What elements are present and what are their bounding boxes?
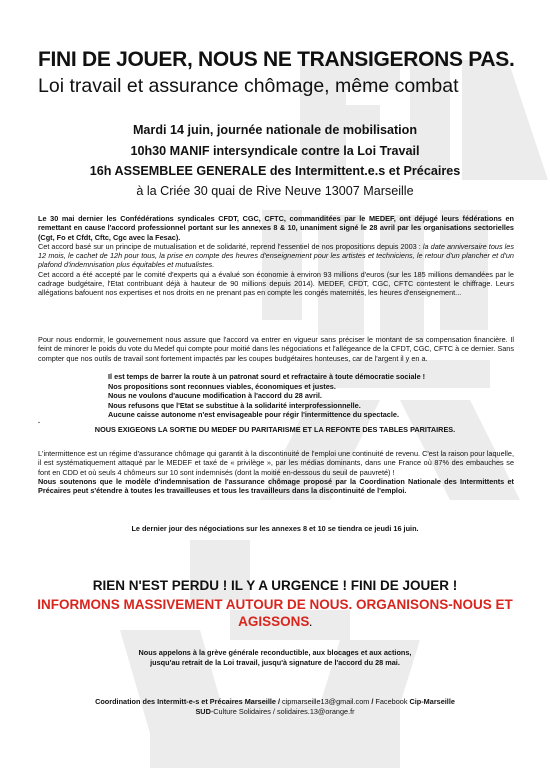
paragraph-accord-text-b: Cet accord a été accepté par le comité d'experts qui a évalué son économie à environ 93 millions d'euros (sur les 185 millions demandées par le cadrage budgétaire, l'Etat contribuant déjà à hauteur de 90 millions depuis 2014). MEDEF, CFDT, CGC, CFTC contestent le chiffrage. Leurs allégations bafouent nos expertises et nos droits en ne prenant pas en compte les congés maternités, les heures d'enseignement... bbox=[38, 269, 514, 298]
urgence-line: RIEN N'EST PERDU ! IL Y A URGENCE ! FINI DE JOUER ! bbox=[92, 578, 458, 593]
stray-dot: . bbox=[38, 418, 40, 425]
list-item: Aucune caisse autonome n'est envisageable pour régir l'intermittence du spectacle. bbox=[108, 410, 399, 420]
footer-sep: / bbox=[275, 697, 283, 706]
main-title: FINI DE JOUER, NOUS NE TRANSIGERONS PAS. bbox=[38, 48, 515, 71]
footer-sep: / bbox=[369, 697, 376, 706]
list-item: Nos propositions sont reconnues viables, économiques et justes. bbox=[108, 381, 336, 391]
paragraph-accord-bold: Le 30 mai dernier les Confédérations syndicales CFDT, CGC, CFTC, commanditées par le MEDEF, ont déjugé leurs fédérations en remettant en cause l'accord professionnel portant sur les annexes 8 & 10, unaniment signé le 28 avril par les organisations sectorielles (Cgt, Fo et Cfdt, Cftc, Cgc avec la Fesac). bbox=[38, 214, 514, 242]
paragraph-intermittence-bold: Nous soutenons que le modèle d'indemnisation de l'assurance chômage proposé par la Coordination Nationale des Intermittents et Précaires peut s'étendre à toutes les travailleuses et tous les travailleurs dans la discontinuité de l'emploi. bbox=[38, 476, 514, 496]
event-manif-line: 10h30 MANIF intersyndicale contre la Loi Travail bbox=[130, 144, 420, 158]
paragraph-accord-italic: la date anniversaire tous les 12 mois, le cachet de 12h pour tous, la prise en compte des heures d'enseignement pour les artistes et techniciens, le retour d'un plancher et d'un plafond d'indemnisation plus équitables et mutualistes. bbox=[38, 241, 514, 270]
inform-period: . bbox=[309, 618, 312, 628]
event-ag-line: 16h ASSEMBLEE GENERALE des Intermittent.e.s et Précaires bbox=[89, 164, 461, 178]
paragraph-intermittence bbox=[38, 449, 514, 495]
paragraph-accord bbox=[38, 214, 514, 298]
footer-email1[interactable]: cipmarseille13@gmail.com bbox=[282, 697, 370, 706]
footer-line-1 bbox=[0, 697, 550, 707]
footer-sep: / bbox=[270, 707, 277, 716]
footer-org2-rest: -Culture Solidaires bbox=[210, 707, 271, 716]
negotiation-line: Le dernier jour des négociations sur les annexes 8 et 10 se tiendra ce jeudi 16 juin. bbox=[131, 524, 419, 533]
footer-email2[interactable]: solidaires.13@orange.fr bbox=[276, 707, 355, 716]
list-item: Nous ne voulons d'aucune modification à l'accord du 28 avril. bbox=[108, 391, 322, 401]
footer-line-2 bbox=[0, 707, 550, 717]
paragraph-accord-text-a: Cet accord basé sur un principe de mutualisation et de solidarité, reprend l'essentiel de nos propositions depuis 2003 : bbox=[38, 241, 423, 251]
inform-line-2-text: AGISSONS bbox=[238, 614, 310, 629]
inform-line-1: INFORMONS MASSIVEMENT AUTOUR DE NOUS. ORGANISONS-NOUS ET bbox=[37, 597, 513, 612]
footer-fb[interactable]: Cip-Marseille bbox=[409, 697, 455, 706]
event-date-line: Mardi 14 juin, journée nationale de mobilisation bbox=[132, 123, 418, 137]
paragraph-intermittence-text: L'intermittence est un régime d'assurance chômage qui garantit à la discontinuité de l'emploi une continuité de revenu. C'est la raison pour laquelle, il est systématiquement attaqué par le MEDEF et taxé de « privilège », par les médias dominants, dans une France où 87% des embauches se font en CDD et où seuls 4 chômeurs sur 10 sont indemnisés (dont la moitié en-dessous du seuil de pauvreté) ! bbox=[38, 449, 514, 477]
list-item: Il est temps de barrer la route à un patronat sourd et refractaire à toute démocratie sociale ! bbox=[108, 372, 426, 381]
footer-org2-bold: SUD bbox=[195, 707, 211, 716]
footer bbox=[0, 697, 550, 717]
demands-list bbox=[108, 372, 508, 420]
footer-fb-prefix: Facebook bbox=[375, 697, 408, 706]
demand-line: NOUS EXIGEONS LA SORTIE DU MEDEF DU PARITARISME ET LA REFONTE DES TABLES PARITAIRES. bbox=[94, 425, 456, 434]
footer-org1: Coordination des Intermitt-e-s et Précaires Marseille bbox=[95, 697, 276, 706]
call-line: Nous appelons à la grève générale reconductible, aux blocages et aux actions, bbox=[138, 648, 412, 657]
list-item: Nous refusons que l'Etat se substitue à la solidarité interprofessionnelle. bbox=[108, 400, 361, 410]
paragraph-gouvernement: Pour nous endormir, le gouvernement nous assure que l'accord va entrer en vigueur sans préciser le montant de sa compensation financière. Il feint de minorer le poids du vote du Medef qui compte pour moitié dans les négociations et l'allégeance de la CFDT, CGC, CFTC à ce dernier. Sans compter que nos outils de travail sont fortement impactés par les coupes budgétaires honteuses, car de l'argent il y en a. bbox=[38, 335, 514, 363]
call-to-action bbox=[0, 648, 550, 667]
subtitle: Loi travail et assurance chômage, même combat bbox=[38, 75, 459, 97]
inform-line-2 bbox=[0, 614, 550, 631]
call-line: jusqu'au retrait de la Loi travail, jusqu'à signature de l'accord du 28 mai. bbox=[150, 657, 400, 667]
event-place-line: à la Criée 30 quai de Rive Neuve 13007 Marseille bbox=[136, 184, 414, 198]
